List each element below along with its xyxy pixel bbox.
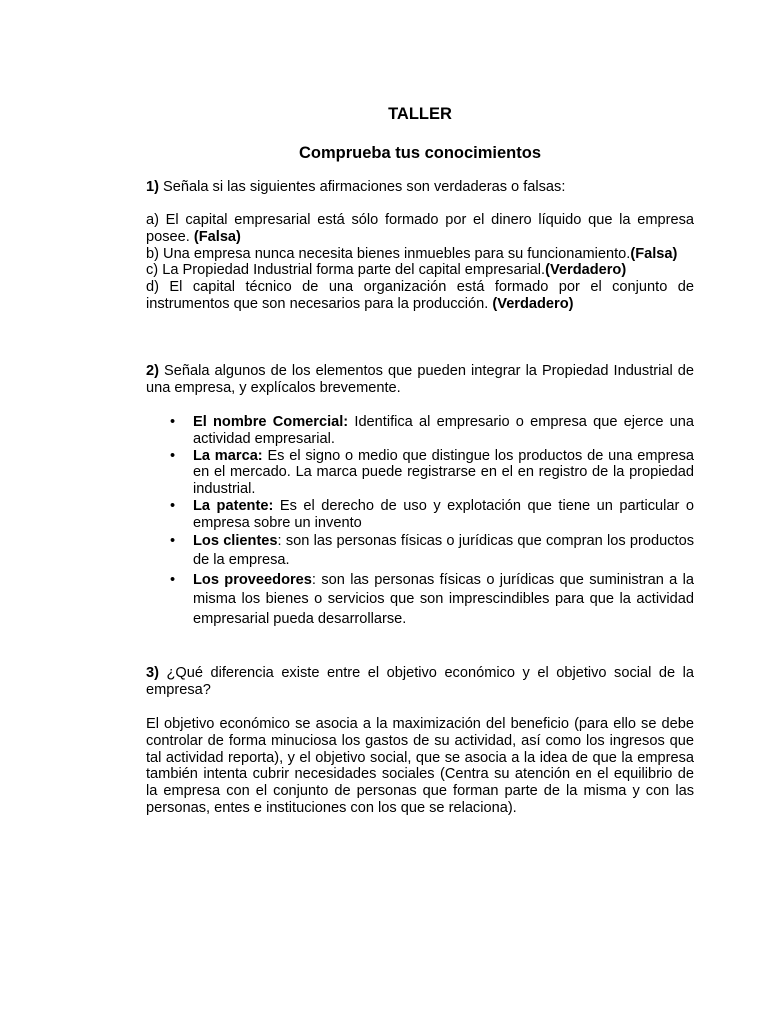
question-2-prompt bbox=[146, 363, 694, 397]
statement-answer: (Falsa) bbox=[630, 245, 678, 262]
property-elements-list bbox=[146, 414, 694, 629]
question-1 bbox=[146, 179, 694, 196]
statement-answer: (Verdadero) bbox=[492, 295, 574, 312]
question-3 bbox=[146, 665, 694, 699]
item-term: Los clientes bbox=[193, 532, 278, 549]
list-item bbox=[146, 571, 694, 630]
statement-answer: (Falsa) bbox=[193, 228, 241, 245]
document-subtitle: Comprueba tus conocimientos bbox=[298, 144, 542, 162]
list-item bbox=[146, 448, 694, 498]
bullet: • bbox=[170, 447, 176, 464]
statement-c bbox=[146, 262, 694, 279]
item-description: Es el signo o medio que distingue los productos de una empresa en el mercado. La marca puede registrarse en el en registro de la propiedad industrial. bbox=[193, 447, 694, 498]
list-item bbox=[146, 414, 694, 448]
item-description: Identifica al empresario o empresa que ejerce una actividad empresarial. bbox=[193, 414, 695, 447]
statement-b bbox=[146, 246, 694, 263]
item-term: Los proveedores bbox=[193, 571, 312, 588]
question-3-answer bbox=[146, 716, 694, 817]
item-term: La patente: bbox=[193, 497, 274, 514]
document-title: TALLER bbox=[388, 105, 452, 123]
statement-text: b) Una empresa nunca necesita bienes inmuebles para su funcionamiento. bbox=[146, 245, 631, 262]
bullet: • bbox=[170, 414, 176, 430]
question-2 bbox=[146, 363, 694, 397]
item-description: : son las personas físicas o jurídicas que compran los productos de la empresa. bbox=[193, 532, 694, 569]
bullet: • bbox=[170, 532, 176, 549]
statement-text: d) El capital técnico de una organización está formado por el conjunto de instrumentos que son necesarios para la producción. bbox=[146, 279, 694, 312]
bullet: • bbox=[170, 571, 176, 588]
item-description: : son las personas físicas o jurídicas que suministran a la misma los bienes o servicios que son imprescindibles para que la actividad empresarial pueda desarrollarse. bbox=[193, 571, 694, 627]
item-description: Es el derecho de uso y explotación que tiene un particular o empresa sobre un invento bbox=[193, 497, 695, 531]
statement-text: a) El capital empresarial está sólo formado por el dinero líquido que la empresa posee. bbox=[146, 212, 694, 245]
bullet: • bbox=[170, 497, 176, 514]
question-text: Señala si las siguientes afirmaciones son verdaderas o falsas: bbox=[158, 179, 566, 195]
list-item bbox=[146, 498, 694, 532]
item-term: La marca: bbox=[193, 447, 263, 464]
question-number: 2) bbox=[146, 363, 159, 379]
answer-paragraph: El objetivo económico se asocia a la maximización del beneficio (para ello se debe controlar de forma minuciosa los gastos de su actividad, así como los ingresos que tal actividad reporta), y el objetivo social, que se asocia a la idea de que la empresa también intenta cubrir necesidades sociales (Centra su atención en el equilibrio de la empresa con el conjunto de personas que forman parte de la misma y con las personas, entes e instituciones con los que se relaciona). bbox=[146, 716, 694, 816]
statement-a bbox=[146, 212, 694, 246]
list-item bbox=[146, 532, 694, 571]
question-text: Señala algunos de los elementos que pueden integrar la Propiedad Industrial de una empresa, y explícalos brevemente. bbox=[146, 363, 694, 396]
item-term: El nombre Comercial: bbox=[193, 414, 349, 430]
question-text: ¿Qué diferencia existe entre el objetivo económico y el objetivo social de la empresa? bbox=[146, 665, 694, 698]
statement-text: c) La Propiedad Industrial forma parte del capital empresarial. bbox=[146, 262, 546, 279]
statement-d bbox=[146, 279, 694, 313]
statement-answer: (Verdadero) bbox=[545, 262, 627, 279]
question-1-statements bbox=[146, 212, 694, 313]
question-number: 1) bbox=[146, 179, 159, 195]
question-1-prompt bbox=[146, 179, 694, 196]
page-content bbox=[146, 0, 694, 1024]
question-3-prompt bbox=[146, 665, 694, 699]
question-number: 3) bbox=[146, 665, 159, 681]
